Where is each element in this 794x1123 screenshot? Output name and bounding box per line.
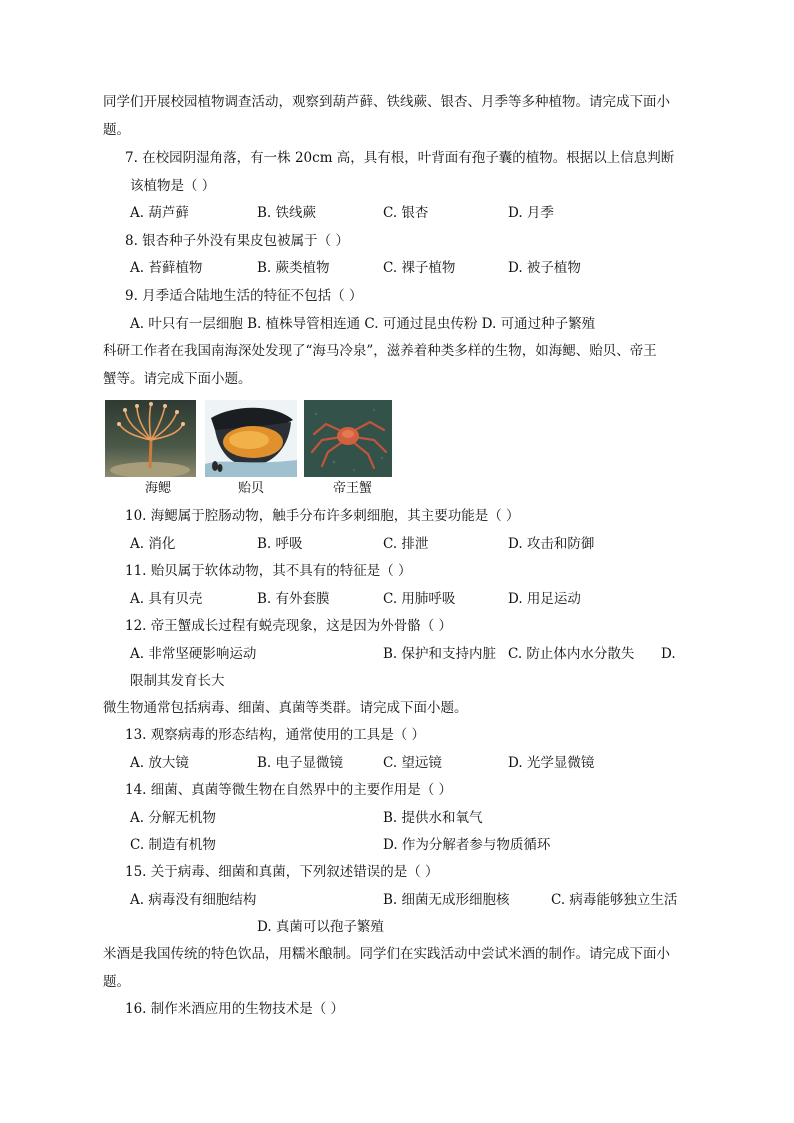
question-11-option-d: D. 用足运动 — [508, 591, 581, 607]
question-15-option-d: D. 真菌可以孢子繁殖 — [257, 919, 384, 935]
question-9-stem: 9. 月季适合陆地生活的特征不包括（ ） — [125, 288, 363, 304]
question-14-option-b: B. 提供水和氧气 — [383, 810, 483, 826]
king-crab-image — [304, 400, 392, 477]
question-10-option-d: D. 攻击和防御 — [508, 536, 595, 552]
question-10-option-b: B. 呼吸 — [257, 536, 303, 552]
question-8-option-c: C. 裸子植物 — [383, 260, 456, 276]
question-14-stem: 14. 细菌、真菌等微生物在自然界中的主要作用是（ ） — [125, 782, 453, 798]
question-8-option-d: D. 被子植物 — [508, 260, 581, 276]
caption-king-crab: 帝王蟹 — [333, 481, 373, 496]
question-12-stem: 12. 帝王蟹成长过程有蜕壳现象，这是因为外骨骼（ ） — [125, 618, 453, 634]
mussel-image — [205, 400, 297, 477]
passage-2-line-1: 科研工作者在我国南海深处发现了“海马冷泉”，滋养着种类多样的生物，如海鳃、贻贝、帝王 — [103, 343, 657, 359]
question-8-stem: 8. 银杏种子外没有果皮包被属于（ ） — [125, 233, 349, 249]
question-7-option-c: C. 银杏 — [383, 205, 429, 221]
question-10-stem: 10. 海鳃属于腔肠动物，触手分布许多刺细胞，其主要功能是（ ） — [125, 508, 520, 524]
passage-2-line-2: 蟹等。请完成下面小题。 — [103, 371, 252, 387]
question-10-option-c: C. 排泄 — [383, 536, 429, 552]
question-15-option-c: C. 病毒能够独立生活 — [551, 892, 678, 908]
sea-pen-image — [105, 400, 196, 477]
passage-1-line-2: 题。 — [103, 122, 130, 138]
question-7-option-a: A. 葫芦藓 — [130, 205, 189, 221]
question-12-option-a: A. 非常坚硬影响运动 — [130, 646, 257, 662]
question-12-option-b: B. 保护和支持内脏 — [383, 646, 497, 662]
question-14-option-d: D. 作为分解者参与物质循环 — [383, 837, 551, 853]
question-15-option-b: B. 细菌无成形细胞核 — [383, 892, 510, 908]
question-8-option-a: A. 苔藓植物 — [130, 260, 203, 276]
passage-1-line-1: 同学们开展校园植物调查活动，观察到葫芦藓、铁线蕨、银杏、月季等多种植物。请完成下面小 — [103, 94, 670, 110]
question-14-option-c: C. 制造有机物 — [130, 837, 216, 853]
question-7-stem: 7. 在校园阴湿角落，有一株 20cm 高，具有根，叶背面有孢子囊的植物。根据以上信息判断 — [125, 150, 675, 166]
question-13-stem: 13. 观察病毒的形态结构，通常使用的工具是（ ） — [125, 727, 426, 743]
question-11-option-a: A. 具有贝壳 — [130, 591, 203, 607]
question-13-option-a: A. 放大镜 — [130, 755, 189, 771]
question-13-option-d: D. 光学显微镜 — [508, 755, 595, 771]
passage-4-line-2: 题。 — [103, 974, 130, 990]
question-8-option-b: B. 蕨类植物 — [257, 260, 330, 276]
question-11-stem: 11. 贻贝属于软体动物，其不具有的特征是（ ） — [125, 563, 412, 579]
question-12-option-d-text: 限制其发育长大 — [130, 673, 225, 689]
passage-3-line-1: 微生物通常包括病毒、细菌、真菌等类群。请完成下面小题。 — [103, 700, 468, 716]
question-13-option-c: C. 望远镜 — [383, 755, 442, 771]
question-12-option-c: C. 防止体内水分散失 — [508, 646, 635, 662]
question-9-options: A. 叶只有一层细胞 B. 植株导管相连通 C. 可通过昆虫传粉 D. 可通过种子繁殖 — [130, 316, 596, 332]
question-12-option-d: D. — [661, 646, 676, 662]
passage-4-line-1: 米酒是我国传统的特色饮品，用糯米酿制。同学们在实践活动中尝试米酒的制作。请完成下面小 — [103, 946, 670, 962]
question-7-option-d: D. 月季 — [508, 205, 554, 221]
question-16-stem: 16. 制作米酒应用的生物技术是（ ） — [125, 1001, 345, 1017]
question-10-option-a: A. 消化 — [130, 536, 176, 552]
question-7-stem-continued: 该植物是（ ） — [130, 178, 216, 194]
question-14-option-a: A. 分解无机物 — [130, 810, 216, 826]
caption-sea-pen: 海鳃 — [145, 481, 172, 496]
question-11-option-b: B. 有外套膜 — [257, 591, 330, 607]
question-13-option-b: B. 电子显微镜 — [257, 755, 344, 771]
question-15-option-a: A. 病毒没有细胞结构 — [130, 892, 257, 908]
question-15-stem: 15. 关于病毒、细菌和真菌，下列叙述错误的是（ ） — [125, 864, 439, 880]
caption-mussel: 贻贝 — [238, 481, 265, 496]
question-7-option-b: B. 铁线蕨 — [257, 205, 317, 221]
question-11-option-c: C. 用肺呼吸 — [383, 591, 456, 607]
